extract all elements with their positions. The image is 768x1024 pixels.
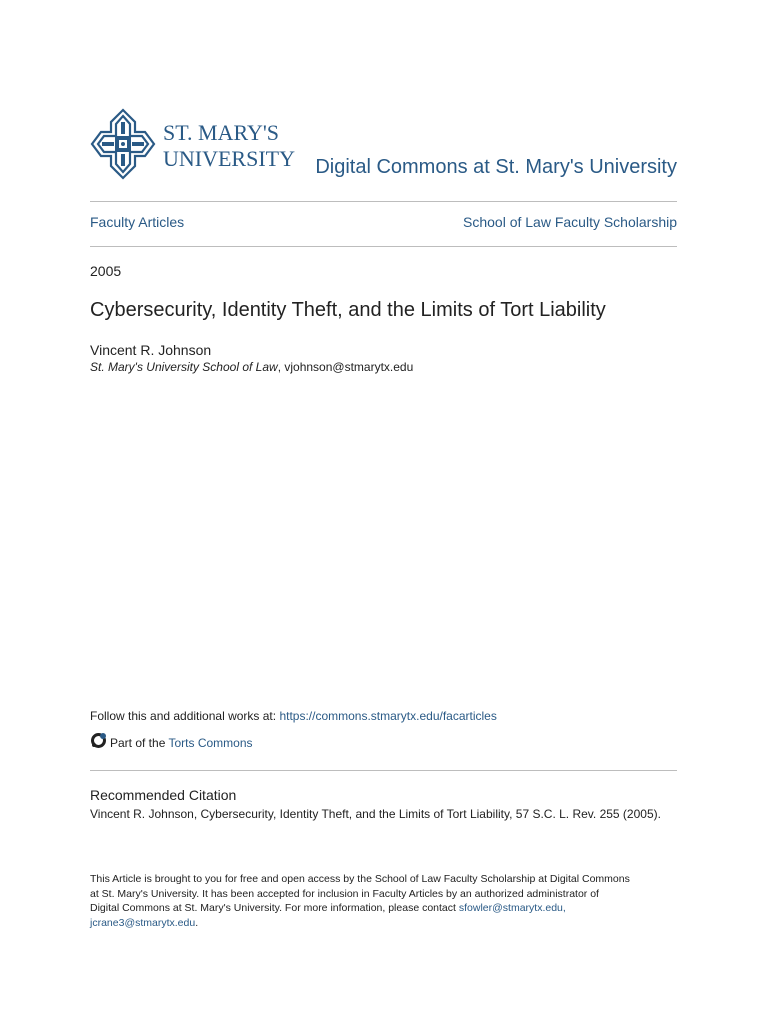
follow-line: [90, 709, 497, 723]
citation-text: Vincent R. Johnson, Cybersecurity, Identity Theft, and the Limits of Tort Liability, 57 S.C. L. Rev. 255 (2005).: [90, 807, 661, 821]
author-name: Vincent R. Johnson: [90, 342, 212, 358]
university-logo[interactable]: [90, 108, 295, 183]
citation-heading: Recommended Citation: [90, 787, 237, 803]
contact-separator: ,: [562, 902, 566, 914]
header: [90, 108, 677, 188]
footer-notice: [90, 872, 630, 930]
logo-line2: UNIVERSITY: [163, 146, 295, 171]
faculty-articles-link[interactable]: Faculty Articles: [90, 214, 185, 230]
footer-end: .: [195, 916, 199, 929]
header-divider: [90, 201, 677, 202]
author-affiliation: [90, 360, 413, 374]
faculty-scholarship-link[interactable]: School of Law Faculty Scholarship: [463, 214, 677, 230]
citation-divider: [90, 770, 677, 771]
contact-email-2[interactable]: jcrane3@stmarytx.edu: [90, 916, 196, 929]
contact-email-1[interactable]: sfowler@stmarytx.edu: [458, 902, 563, 914]
cross-emblem-icon: [90, 108, 156, 180]
footer-text: This Article is brought to you for free and open access by the School of Law Faculty Scholarship at Digital Commons at St. Mary's University. It has been accepted for inclusion in Faculty Articles by an authorized administrator of Digital Commons at St. Mary's University. For more information, please contact: [90, 873, 630, 914]
affiliation-separator: ,: [277, 360, 285, 374]
site-title-link[interactable]: Digital Commons at St. Mary's University: [315, 156, 677, 178]
collection-url-link[interactable]: https://commons.stmarytx.edu/facarticles: [279, 709, 497, 723]
logo-line1: ST. MARY'S: [163, 120, 280, 145]
publication-year: 2005: [90, 263, 122, 279]
part-of-label: Part of the: [110, 736, 169, 750]
nav-divider: [90, 246, 677, 247]
author-email[interactable]: vjohnson@stmarytx.edu: [284, 360, 414, 374]
follow-label: Follow this and additional works at:: [90, 709, 280, 723]
affiliation-name: St. Mary's University School of Law: [90, 360, 278, 374]
torts-commons-link[interactable]: Torts Commons: [168, 736, 253, 750]
network-commons-icon: [90, 732, 107, 749]
article-title: Cybersecurity, Identity Theft, and the Limits of Tort Liability: [90, 299, 606, 321]
logo-wordmark: [163, 120, 295, 172]
